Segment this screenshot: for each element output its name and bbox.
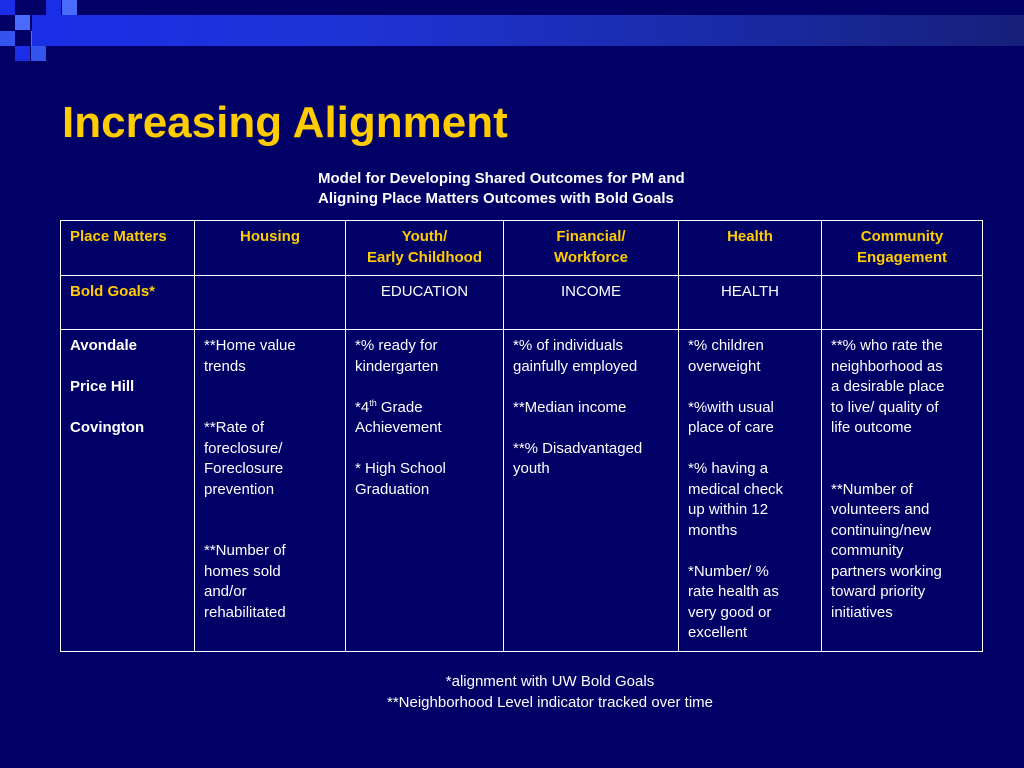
table-caption bbox=[318, 169, 778, 209]
header-place-matters: Place Matters bbox=[61, 221, 195, 276]
housing-indicators: **Home value trends **Rate of foreclosure/ Foreclosure prevention **Number of homes sold and/or rehabilitated bbox=[195, 330, 346, 652]
health-indicators: *% children overweight *%with usual place of care *% having a medical check up within 12 months *Number/ % rate health as very good or excellent bbox=[679, 330, 822, 652]
bold-goal-education: EDUCATION bbox=[346, 276, 504, 330]
community-indicators: **% who rate the neighborhood as a desirable place to live/ quality of life outcome **Number of volunteers and continuing/new community partners working toward priority initiatives bbox=[822, 330, 983, 652]
caption-line: Aligning Place Matters Outcomes with Bold Goals bbox=[318, 190, 674, 207]
caption-line: Model for Developing Shared Outcomes for PM and bbox=[318, 170, 685, 187]
decor-square bbox=[0, 0, 15, 15]
bold-goal-housing bbox=[195, 276, 346, 330]
decor-square bbox=[46, 0, 61, 15]
header-health: Health bbox=[679, 221, 822, 276]
indicators-row bbox=[61, 330, 983, 652]
bold-goal-health: HEALTH bbox=[679, 276, 822, 330]
bold-goal-community bbox=[822, 276, 983, 330]
decor-header-bar bbox=[32, 15, 1024, 46]
decor-square bbox=[31, 46, 46, 61]
decor-square bbox=[15, 46, 30, 61]
bold-goal-income: INCOME bbox=[504, 276, 679, 330]
financial-indicators: *% of individuals gainfully employed **Median income **% Disadvantaged youth bbox=[504, 330, 679, 652]
footnotes bbox=[0, 671, 1024, 713]
bold-goals-label: Bold Goals* bbox=[61, 276, 195, 330]
slide-title: Increasing Alignment bbox=[62, 98, 508, 147]
places-cell bbox=[61, 330, 195, 652]
header-financial: Financial/ Workforce bbox=[504, 221, 679, 276]
bold-goals-row bbox=[61, 276, 983, 330]
youth-indicators: *% ready for kindergarten *4th Grade Achievement * High School Graduation bbox=[346, 330, 504, 652]
outcomes-table bbox=[60, 220, 983, 652]
decor-square bbox=[62, 0, 77, 15]
header-housing: Housing bbox=[195, 221, 346, 276]
decor-square bbox=[15, 15, 30, 30]
footnote-neighborhood: **Neighborhood Level indicator tracked over time bbox=[386, 694, 713, 711]
header-community: Community Engagement bbox=[822, 221, 983, 276]
place-covington: Covington bbox=[70, 419, 145, 436]
place-price-hill: Price Hill bbox=[70, 378, 135, 395]
header-youth: Youth/ Early Childhood bbox=[346, 221, 504, 276]
footnote-bold-goals: *alignment with UW Bold Goals bbox=[445, 673, 655, 690]
table-header-row bbox=[61, 221, 983, 276]
decor-square bbox=[0, 31, 15, 46]
place-avondale: Avondale bbox=[70, 337, 137, 354]
